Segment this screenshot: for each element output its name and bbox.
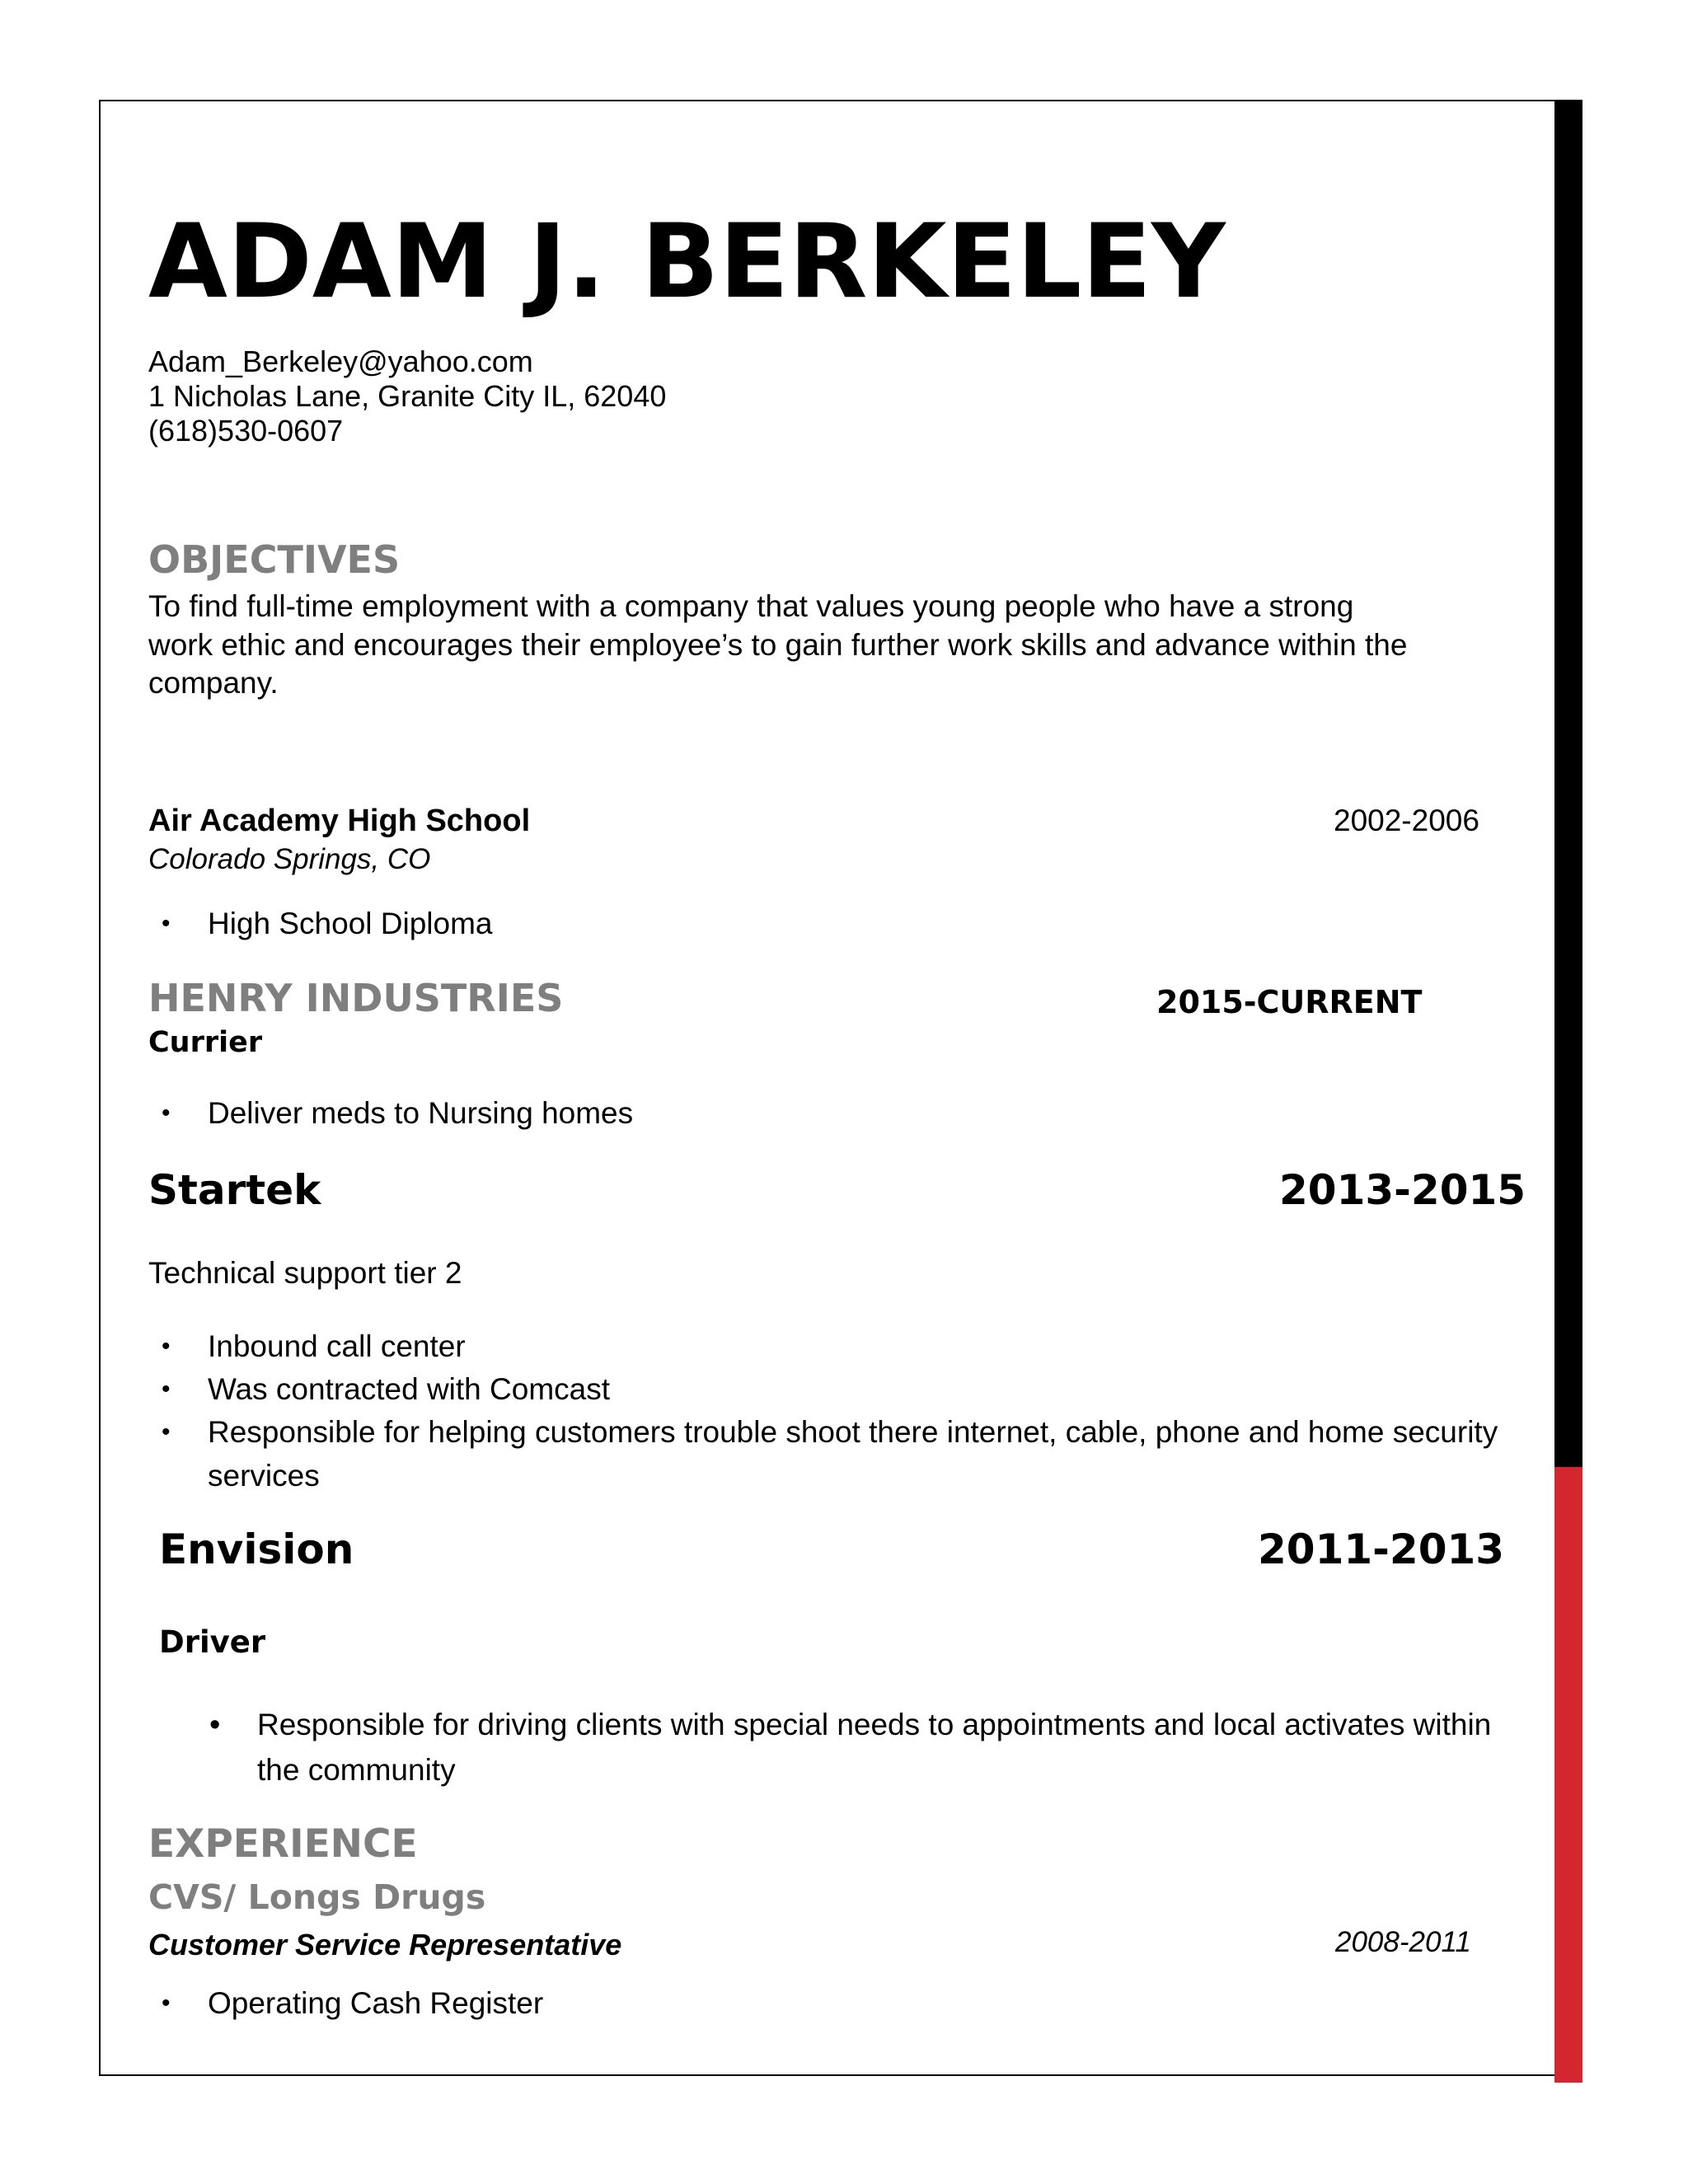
experience-dates: 2008-2011 (1335, 1926, 1471, 1958)
bullet-icon: • (162, 910, 171, 937)
job-bullet: Deliver meds to Nursing homes (208, 1096, 634, 1130)
bullet-icon: • (162, 1099, 171, 1127)
list-item (148, 1982, 543, 2025)
list-item (148, 1368, 610, 1411)
list-item (148, 1411, 1498, 1454)
contact-phone: (618)530-0607 (148, 414, 344, 448)
contact-email: Adam_Berkeley@yahoo.com (148, 344, 533, 378)
objectives-line-2: work ethic and encourages their employee’s to gain further work skills and advance within the (148, 628, 1408, 662)
resume-name: ADAM J. BERKELEY (148, 203, 1226, 321)
bullet-icon: • (162, 1376, 171, 1403)
job-bullet-continuation: services (208, 1459, 320, 1493)
education-school: Air Academy High School (148, 804, 531, 838)
list-item (198, 1704, 1491, 1746)
side-bar-black (1554, 100, 1582, 1467)
job-bullet: Responsible for driving clients with special needs to appointments and local activates within (257, 1708, 1492, 1741)
contact-address: 1 Nicholas Lane, Granite City IL, 62040 (148, 379, 667, 413)
experience-title: Customer Service Representative (148, 1928, 622, 1961)
bullet-icon: • (162, 1418, 171, 1446)
objectives-heading: OBJECTIVES (148, 537, 401, 582)
experience-bullet: Operating Cash Register (208, 1986, 544, 2020)
side-bar-red (1554, 1467, 1582, 2083)
bullet-icon: • (209, 1708, 221, 1742)
education-dates: 2002-2006 (1334, 804, 1479, 837)
job-bullet: Inbound call center (208, 1329, 466, 1363)
job-dates: 2013-2015 (1279, 1166, 1526, 1214)
job-title: Technical support tier 2 (148, 1256, 462, 1290)
job-dates: 2015-CURRENT (1156, 984, 1423, 1020)
job-bullet: Responsible for helping customers trouble shoot there internet, cable, phone and home security (208, 1415, 1498, 1449)
job-company: HENRY INDUSTRIES (148, 976, 564, 1020)
education-location: Colorado Springs, CO (148, 843, 431, 875)
job-bullet-continuation: the community (257, 1753, 456, 1787)
list-item (148, 1325, 466, 1368)
job-dates: 2011-2013 (1258, 1526, 1505, 1573)
education-bullet: High School Diploma (208, 907, 493, 940)
list-item (148, 902, 493, 945)
experience-heading: EXPERIENCE (148, 1821, 418, 1867)
job-title: Driver (159, 1624, 266, 1660)
job-title: Currier (148, 1026, 263, 1059)
objectives-line-3: company. (148, 666, 279, 700)
bullet-icon: • (162, 1990, 171, 2017)
job-bullet: Was contracted with Comcast (208, 1372, 611, 1406)
job-company: Startek (148, 1166, 321, 1214)
experience-company: CVS/ Longs Drugs (148, 1877, 486, 1917)
list-item (148, 1092, 633, 1135)
objectives-line-1: To find full-time employment with a company that values young people who have a strong (148, 589, 1354, 623)
bullet-icon: • (162, 1333, 171, 1360)
job-company: Envision (159, 1526, 354, 1573)
